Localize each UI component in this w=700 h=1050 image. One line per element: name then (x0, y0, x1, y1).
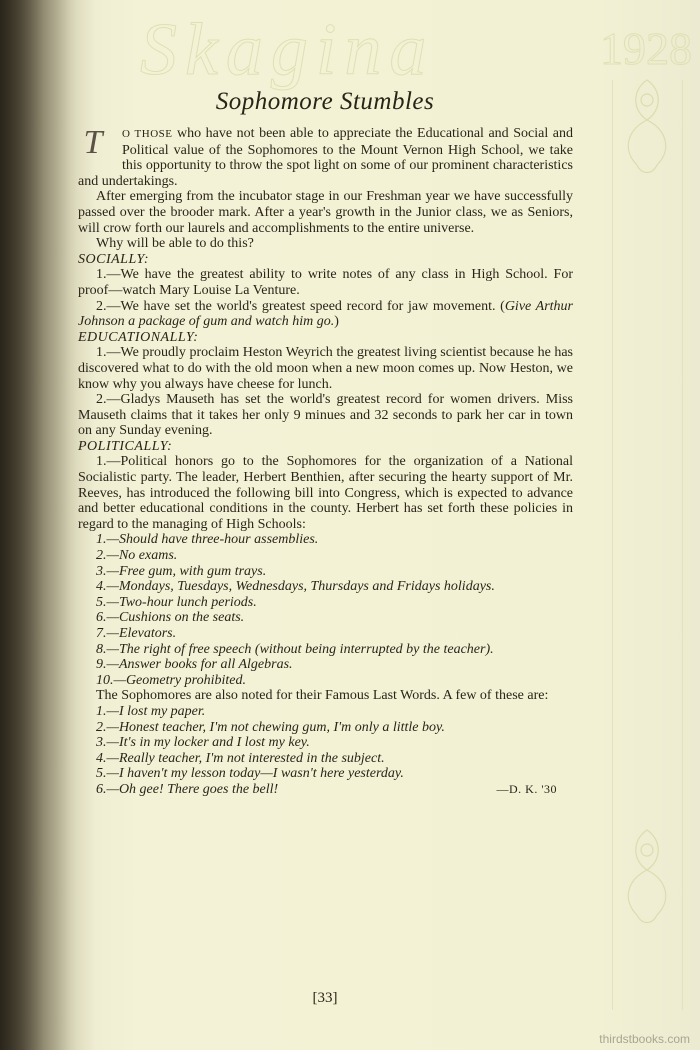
policy-item: 6.—Cushions on the seats. (96, 610, 245, 626)
heading-educationally: EDUCATIONALLY: (78, 329, 199, 345)
border-line (682, 80, 683, 1010)
last-words-item: 1.—I lost my paper. (96, 703, 206, 719)
socially-item-2-text: 2.—We have set the world's greatest speed record for jaw movement. ( (96, 298, 505, 314)
last-words-item: 6.—Oh gee! There goes the bell! (96, 781, 279, 797)
policy-item: 8.—The right of free speech (without being interrupted by the teacher). (96, 641, 494, 657)
drop-cap: T (83, 124, 103, 161)
politically-item-1: 1.—Political honors go to the Sophomores for the organization of a National Socialistic party. The leader, Herbert Benthien, after securing the hearty support of Mr. Reeves, has introduced the following bill into Congress, which is expected to advance and better educational conditions in the county. Herbert has set forth these policies in regard to the managing of High Schools: (78, 454, 573, 532)
socially-item-2-italic: Give Arthur Johnson a package of gum and watch him go. (78, 298, 573, 330)
last-words-item: 2.—Honest teacher, I'm not chewing gum, I'm only a little boy. (96, 719, 445, 735)
last-words-intro: The Sophomores are also noted for their Famous Last Words. A few of these are: (96, 688, 549, 704)
policy-item: 2.—No exams. (96, 548, 178, 564)
intro-paragraph (78, 126, 573, 189)
source-credit: thirdstbooks.com (599, 1032, 690, 1046)
paragraph-3: Why will be able to do this? (96, 236, 254, 252)
last-words-item: 5.—I haven't my lesson today—I wasn't here yesterday. (96, 766, 404, 782)
spine-shadow (0, 0, 78, 1050)
intro-smallcaps: O THOSE (122, 128, 173, 140)
intro-text: who have not been able to appreciate the Educational and Social and Political value of the Sophomores to the Mount Vernon High School, we take this opportunity to throw the spot light on some of our prominent characteristics and undertakings. (78, 126, 573, 189)
last-words-item: 3.—It's in my locker and I lost my key. (96, 735, 310, 751)
ornament-bottom (612, 820, 682, 940)
heading-politically: POLITICALLY: (78, 438, 173, 454)
policy-item: 10.—Geometry prohibited. (96, 672, 246, 688)
heading-socially: SOCIALLY: (78, 251, 149, 267)
page-number: [33] (312, 990, 338, 1006)
author-signature: —D. K. '30 (496, 781, 557, 796)
watermark-title: Skagina (140, 9, 435, 91)
socially-item-2-close: ) (334, 314, 339, 330)
policy-item: 1.—Should have three-hour assemblies. (96, 532, 319, 548)
policy-item: 5.—Two-hour lunch periods. (96, 594, 257, 610)
socially-item-2 (78, 299, 573, 330)
educationally-item-2: 2.—Gladys Mauseth has set the world's greatest record for women drivers. Miss Mauseth claims that it takes her only 9 minues and 32 seconds to park her car in town on any Sunday evening. (78, 392, 573, 439)
policy-item: 4.—Mondays, Tuesdays, Wednesdays, Thursdays and Fridays holidays. (96, 579, 495, 595)
page-title: Sophomore Stumbles (215, 88, 435, 115)
socially-item-1: 1.—We have the greatest ability to write notes of any class in High School. For proof—watch Mary Louise La Venture. (78, 267, 573, 298)
article-body (78, 126, 573, 798)
policy-item: 3.—Free gum, with gum trays. (96, 563, 267, 579)
educationally-item-1: 1.—We proudly proclaim Heston Weyrich the greatest living scientist because he has discovered what to do with the old moon when a new moon comes up. Now Heston, we know why you always have cheese for lunch. (78, 345, 573, 392)
paragraph-2: After emerging from the incubator stage in our Freshman year we have successfully passed over the brooder mark. After a year's growth in the Junior class, we as Seniors, will crow forth our laurels and accomplishments to the entire universe. (78, 189, 573, 236)
watermark-year: 1928 (600, 23, 692, 74)
last-words-item: 4.—Really teacher, I'm not interested in the subject. (96, 750, 385, 766)
policy-item: 9.—Answer books for all Algebras. (96, 657, 293, 673)
last-words-final (78, 782, 573, 798)
policy-item: 7.—Elevators. (96, 626, 177, 641)
